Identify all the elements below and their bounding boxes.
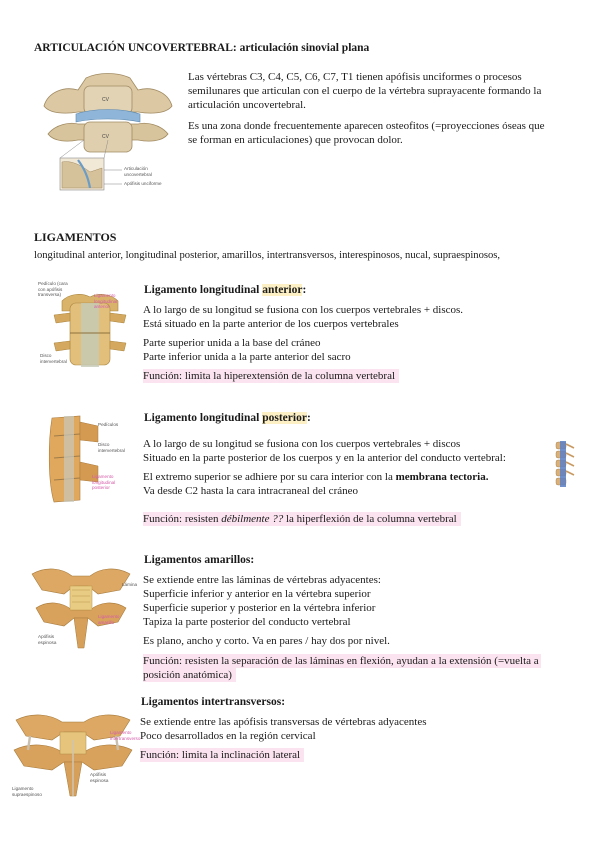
amarillos-funcion-line1: Función: resisten la separación de las láminas en flexión, ayudan a la extensión (=vuelta a: [143, 655, 539, 667]
intertransversos-line2: Poco desarrollados en la región cervical: [140, 730, 316, 742]
uncovertebral-p2-line2: se forman en articulaciones) que provocan dolor.: [188, 134, 403, 146]
spine-thumbnail: [546, 440, 578, 490]
fig-label-uncinate: Apófisis unciforme: [124, 181, 162, 186]
posterior-line3: [143, 470, 488, 484]
anterior-heading-highlight: anterior: [262, 284, 303, 296]
posterior-funcion-suffix: la hiperflexión de la columna vertebral: [283, 513, 457, 525]
intertransversos-fig-label-c: Ligamento supraespinoso: [12, 786, 42, 797]
intertransversos-figure: [10, 700, 141, 800]
intertransversos-fig-label-a: Ligamento intertransverso: [110, 730, 141, 741]
posterior-funcion-prefix: Función: resisten: [143, 513, 222, 525]
intertransversos-illustration: [10, 700, 136, 800]
amarillos-fig-label-c: Apófisis espinosa: [38, 634, 57, 645]
posterior-heading: [144, 412, 311, 424]
uncovertebral-figure: [38, 68, 178, 192]
section-title-ligamentos: LIGAMENTOS: [34, 230, 117, 244]
anterior-fig-label-b: Ligamento longitudinal anterior: [94, 293, 118, 309]
posterior-line3-text: El extremo superior se adhiere por su cara interior con la: [143, 471, 396, 483]
amarillos-line2: Superficie inferior y anterior en la vértebra superior: [143, 588, 371, 600]
vertebra-joint-illustration: [38, 68, 178, 192]
anterior-line3: Parte superior unida a la base del cráneo: [143, 337, 321, 349]
intertransversos-funcion: Función: limita la inclinación lateral: [140, 748, 304, 762]
section-title-uncovertebral: ARTICULACIÓN UNCOVERTEBRAL: articulación sinovial plana: [34, 42, 370, 54]
amarillos-heading: Ligamentos amarillos:: [144, 554, 255, 566]
anterior-line1: A lo largo de su longitud se fusiona con los cuerpos vertebrales + discos.: [143, 304, 464, 316]
anterior-ligament-figure: [40, 283, 138, 373]
cv-label-top: CV: [102, 97, 109, 103]
intertransversos-fig-label-b: Apófisis espinosa: [90, 772, 109, 783]
amarillos-line5: Es plano, ancho y corto. Va en pares / hay dos por nivel.: [143, 635, 390, 647]
anterior-heading-colon: :: [302, 284, 307, 296]
posterior-fig-label-c: Ligamento longitudinal posterior: [92, 474, 116, 490]
intertransversos-line1: Se extiende entre las apófisis transversas de vértebras adyacentes: [140, 716, 427, 728]
posterior-heading-colon: :: [306, 412, 311, 424]
anterior-heading-prefix: Ligamento longitudinal: [144, 284, 263, 296]
anterior-fig-label-c: Disco intervertebral: [40, 353, 67, 364]
posterior-line4: Va desde C2 hasta la cara intracraneal del cráneo: [143, 485, 358, 497]
membrana-tectoria-term: membrana tectoria.: [395, 471, 489, 483]
anterior-fig-label-a: Pedículo (cara con apófisis transversa): [38, 281, 68, 297]
posterior-ligament-figure: [40, 412, 130, 504]
intertransversos-heading: Ligamentos intertransversos:: [141, 696, 286, 708]
amarillos-fig-label-a: Lámina: [122, 582, 138, 587]
uncovertebral-p1-line1: Las vértebras C3, C4, C5, C6, C7, T1 tienen apófisis unciformes o procesos: [188, 71, 522, 83]
anterior-heading: [144, 284, 306, 296]
posterior-fig-label-a: Pedículos: [98, 422, 119, 427]
posterior-heading-highlight: posterior: [262, 412, 307, 424]
uncovertebral-p2-line1: Es una zona donde frecuentemente aparecen osteofitos (=proyecciones óseas que: [188, 120, 545, 132]
spine-thumbnail-icon: [546, 440, 578, 490]
amarillos-line3: Superficie superior y posterior en la vértebra inferior: [143, 602, 376, 614]
posterior-fig-label-b: Disco intervertebral: [98, 442, 125, 453]
posterior-line2: Situado en la parte posterior de los cuerpos y en la anterior del conducto vertebral:: [143, 452, 506, 464]
posterior-funcion: [143, 512, 461, 526]
ligamentos-list: longitudinal anterior, longitudinal posterior, amarillos, intertransversos, interespinosos, nucal, supraespinosos,: [34, 250, 501, 261]
amarillos-funcion-line2: posición anatómica): [143, 668, 236, 682]
posterior-funcion-emphasis: débilmente ??: [221, 513, 284, 525]
amarillos-line1: Se extiende entre las láminas de vértebras adyacentes:: [143, 574, 381, 586]
fig-label-joint: Articulación uncovertebral: [124, 166, 152, 177]
amarillos-line4: Tapiza la parte posterior del conducto vertebral: [143, 616, 351, 628]
anterior-line4: Parte inferior unida a la parte anterior del sacro: [143, 351, 351, 363]
cv-label-bottom: CV: [102, 134, 109, 140]
posterior-line1: A lo largo de su longitud se fusiona con los cuerpos vertebrales + discos: [143, 438, 461, 450]
anterior-funcion: Función: limita la hiperextensión de la columna vertebral: [143, 369, 399, 383]
anterior-line2: Está situado en la parte anterior de los cuerpos vertebrales: [143, 318, 399, 330]
posterior-heading-prefix: Ligamento longitudinal: [144, 412, 263, 424]
amarillos-figure: [28, 556, 138, 652]
amarillos-fig-label-b: Ligamento amarillo: [98, 614, 120, 625]
uncovertebral-p1-line2: semilunares que articulan con el cuerpo de la vértebra suprayacente formando la: [188, 85, 542, 97]
uncovertebral-p1-line3: articulación uncovertebral.: [188, 99, 306, 111]
